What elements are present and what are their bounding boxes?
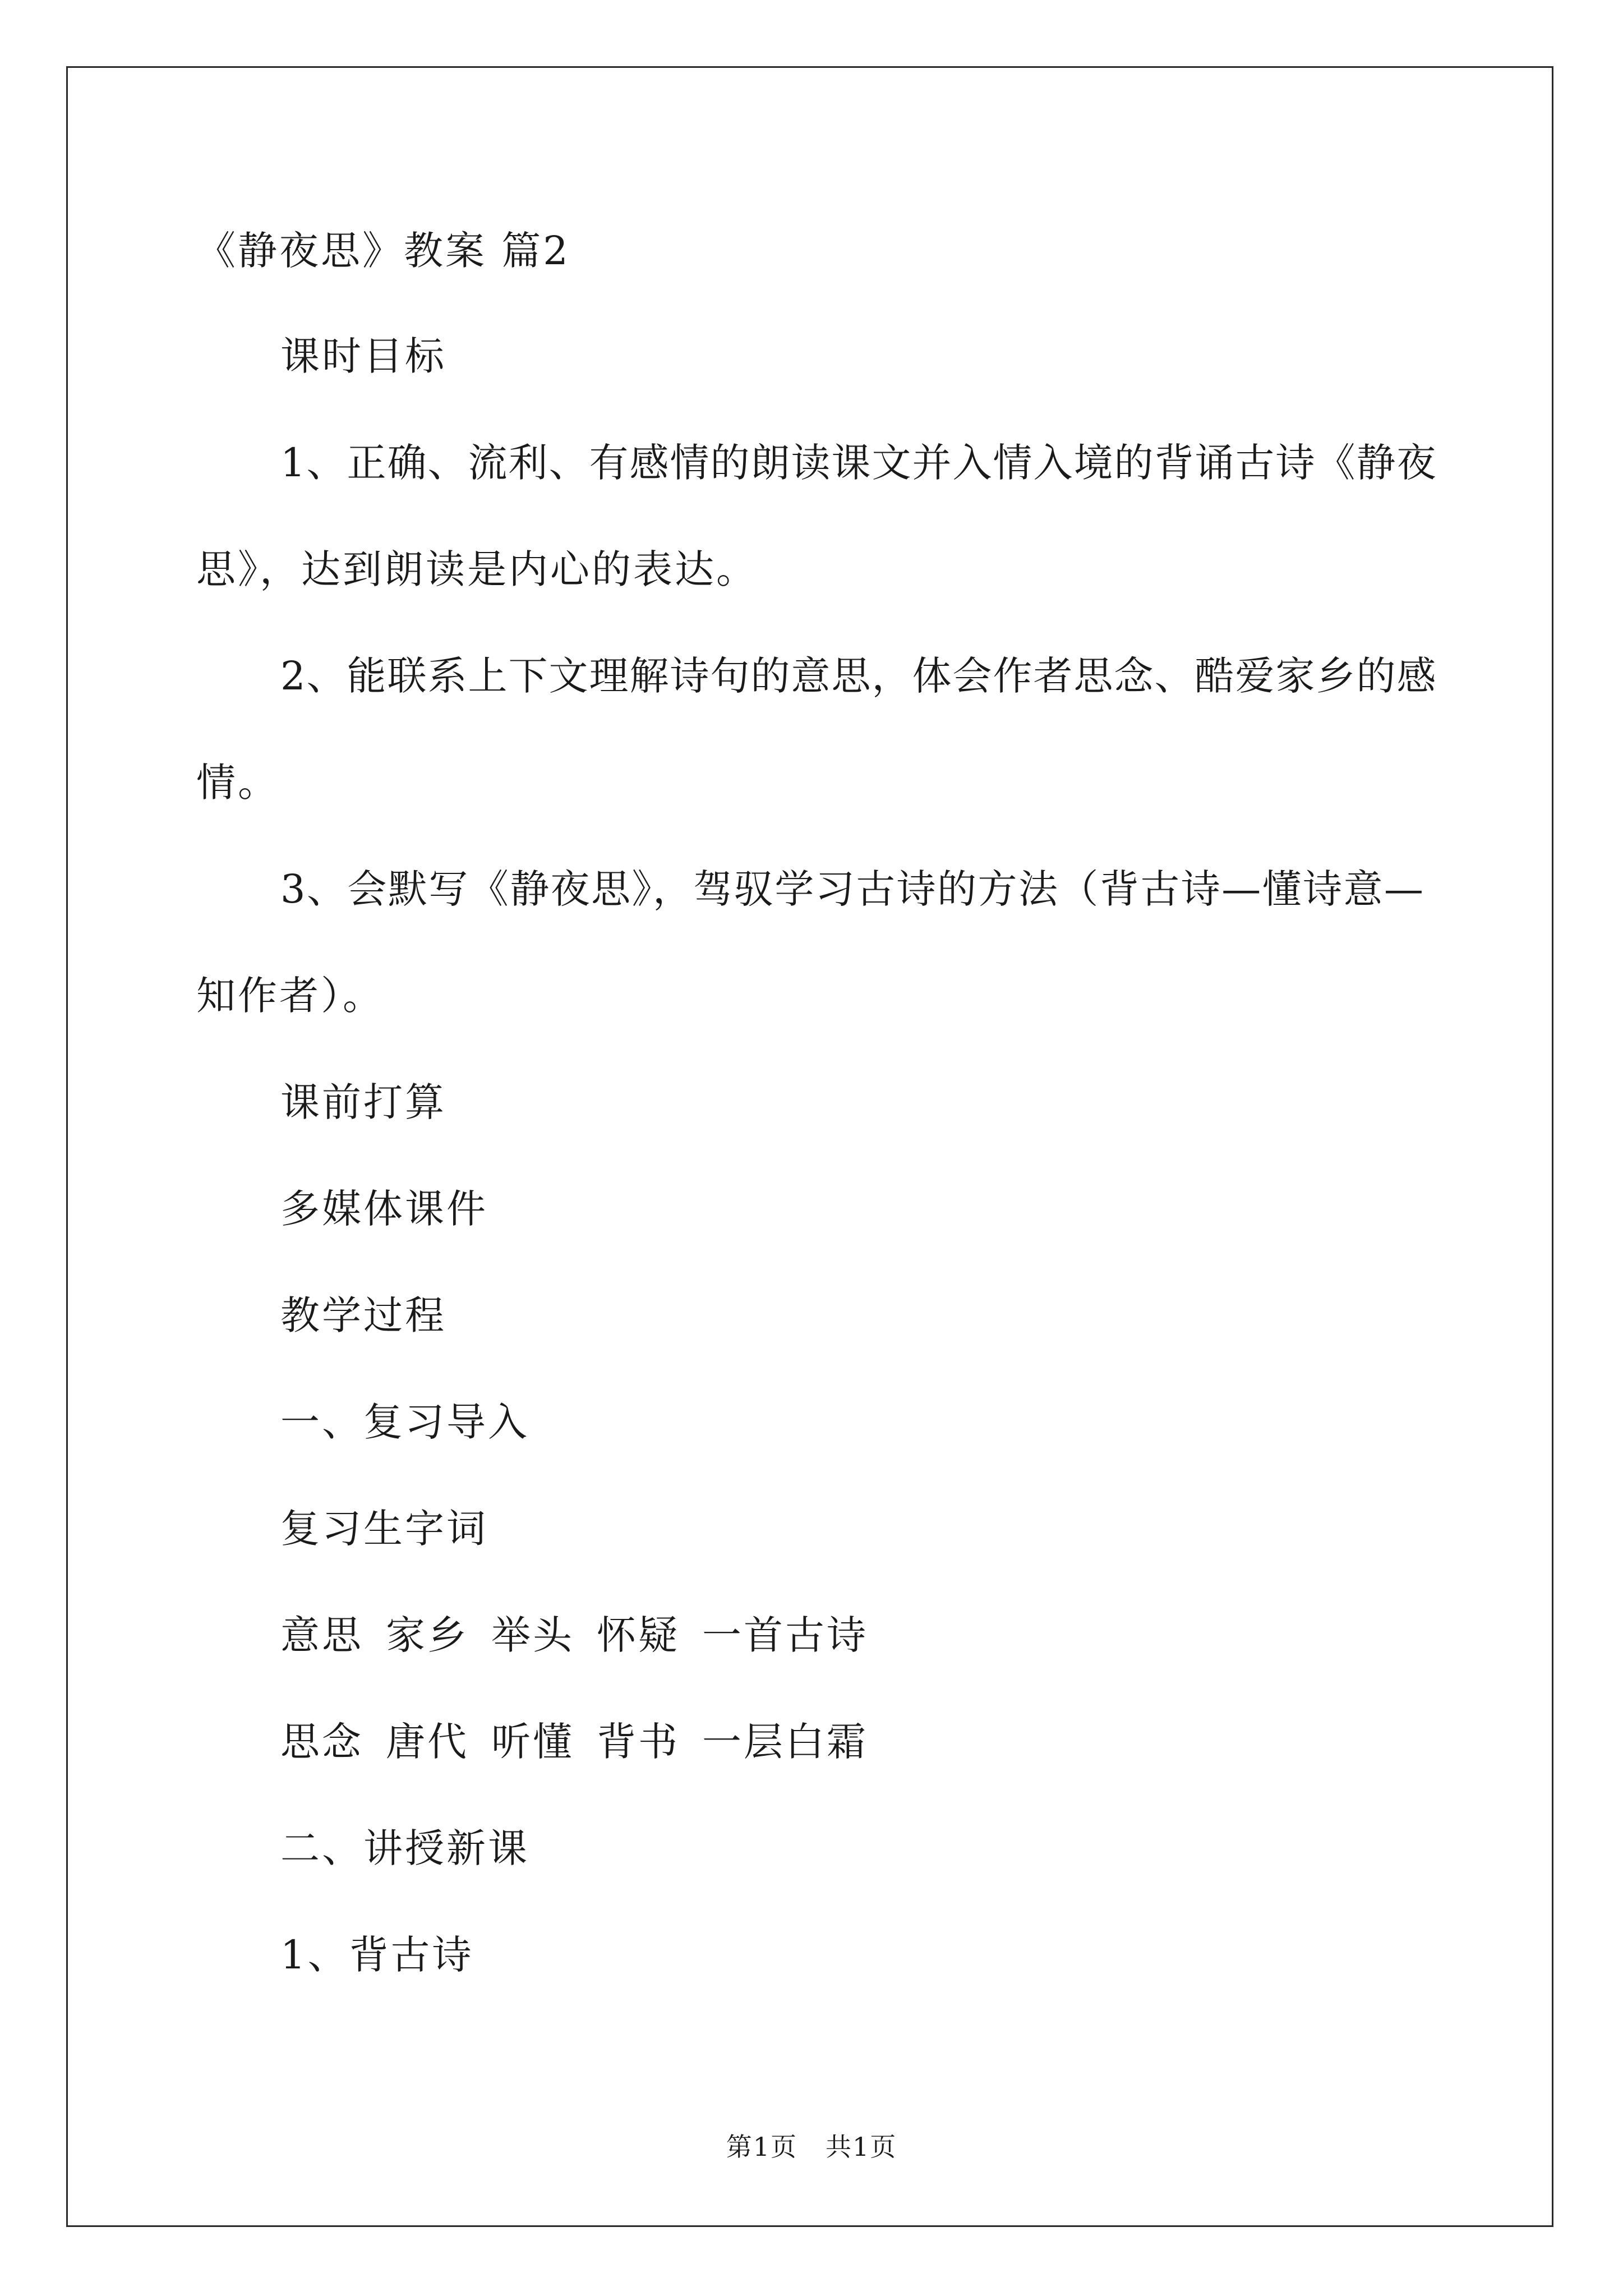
page-footer (0, 2134, 1623, 2160)
vocab-row-1 (280, 1612, 891, 1658)
prep-item: 多媒体课件 (280, 1186, 488, 1232)
vocab-word: 听懂 (491, 1719, 574, 1765)
vocab-word: 家乡 (386, 1612, 469, 1658)
vocab-word: 唐代 (386, 1719, 469, 1765)
vocab-word: 怀疑 (597, 1612, 680, 1658)
goal2-line1: 2、能联系上下文理解诗句的意思，体会作者思念、酷爱家乡的感 (280, 653, 1437, 699)
vocab-word: 一首古诗 (702, 1612, 868, 1658)
review-words-heading: 复习生字词 (280, 1506, 488, 1552)
prep-heading: 课前打算 (280, 1079, 446, 1125)
document-title: 《静夜思》教案 篇2 (196, 228, 570, 274)
vocab-word: 一层白霜 (702, 1719, 868, 1765)
process-heading: 教学过程 (280, 1292, 446, 1338)
vocab-word: 意思 (280, 1612, 363, 1658)
section2-heading: 二、讲授新课 (280, 1825, 529, 1871)
step1: 1、背古诗 (280, 1932, 474, 1978)
page-total: 共1页 (826, 2132, 897, 2162)
vocab-row-2 (280, 1719, 891, 1765)
page-border (66, 66, 1553, 2227)
section1-heading: 一、复习导入 (280, 1399, 529, 1445)
goal1-line1: 1、正确、流利、有感情的朗读课文并入情入境的背诵古诗《静夜 (280, 440, 1437, 486)
goals-heading: 课时目标 (280, 333, 446, 379)
vocab-word: 背书 (597, 1719, 680, 1765)
goal2-line2: 情。 (196, 760, 279, 806)
page-number: 第1页 (726, 2132, 797, 2162)
vocab-word: 举头 (491, 1612, 574, 1658)
goal1-line2: 思》，达到朗读是内心的表达。 (196, 546, 758, 592)
goal3-line2: 知作者）。 (196, 973, 384, 1019)
vocab-word: 思念 (280, 1719, 363, 1765)
goal3-line1: 3、会默写《静夜思》，驾驭学习古诗的方法（背古诗—懂诗意— (280, 866, 1424, 912)
